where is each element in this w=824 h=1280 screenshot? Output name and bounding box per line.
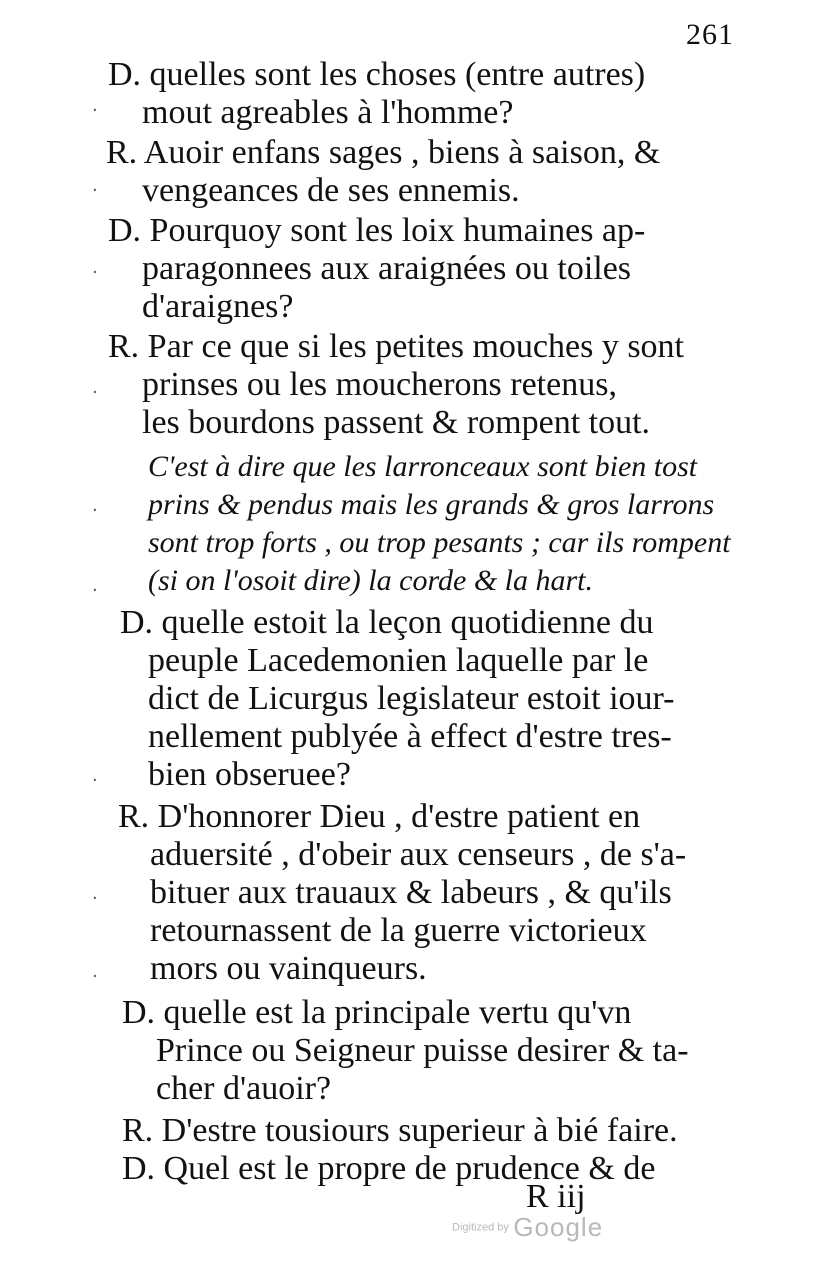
text-line: les bourdons passent & rompent tout. xyxy=(142,404,651,441)
margin-speck-icon: · xyxy=(92,580,98,601)
italic-gloss-line: sont trop forts , ou trop pesants ; car ils rompent xyxy=(148,526,731,559)
text-line: mors ou vainqueurs. xyxy=(150,950,427,987)
text-line: D. quelle estoit la leçon quotidienne du xyxy=(120,604,654,641)
text-line: nellement publyée à effect d'estre tres- xyxy=(148,718,672,755)
signature-mark xyxy=(108,1178,586,1216)
margin-speck-icon: · xyxy=(92,382,98,403)
page-number: 261 xyxy=(686,18,734,51)
text-line: bituer aux trauaux & labeurs , & qu'ils xyxy=(150,874,672,911)
italic-gloss-line: C'est à dire que les larronceaux sont bien tost xyxy=(148,450,698,483)
text-line: R. D'honnorer Dieu , d'estre patient en xyxy=(118,798,641,835)
margin-speck-icon: · xyxy=(92,966,98,987)
signature-text: R iij xyxy=(526,1178,586,1215)
text-line: vengeances de ses ennemis. xyxy=(142,172,520,209)
text-line: d'araignes? xyxy=(142,288,294,325)
margin-speck-icon: · xyxy=(92,888,98,909)
margin-speck-icon: · xyxy=(92,100,98,121)
italic-gloss-line: prins & pendus mais les grands & gros larrons xyxy=(148,488,715,521)
text-line: R. Auoir enfans sages , biens à saison, & xyxy=(106,134,661,171)
text-line: D. Pourquoy sont les loix humaines ap- xyxy=(108,212,646,249)
text-line: D. quelles sont les choses (entre autres) xyxy=(108,56,646,93)
margin-speck-icon: · xyxy=(92,180,98,201)
margin-speck-icon: · xyxy=(92,262,98,283)
margin-speck-icon: · xyxy=(92,500,98,521)
watermark-brand: Google xyxy=(513,1212,604,1242)
italic-gloss-line: (si on l'osoit dire) la corde & la hart. xyxy=(148,564,594,597)
text-line: prinses ou les moucherons retenus, xyxy=(142,366,617,403)
text-line: Prince ou Seigneur puisse desirer & ta- xyxy=(156,1032,689,1069)
text-line: cher d'auoir? xyxy=(156,1070,332,1107)
text-line: R. D'estre tousiours superieur à bié faire. xyxy=(122,1112,678,1149)
text-line: D. Quel est le propre de prudence & de xyxy=(122,1150,656,1187)
text-line: peuple Lacedemonien laquelle par le xyxy=(148,642,649,679)
text-line: paragonnees aux araignées ou toiles xyxy=(142,250,632,287)
digitized-watermark xyxy=(452,1212,603,1243)
text-line: mout agreables à l'homme? xyxy=(142,94,514,131)
text-line: retournassent de la guerre victorieux xyxy=(150,912,647,949)
margin-speck-icon: · xyxy=(92,770,98,791)
text-line: D. quelle est la principale vertu qu'vn xyxy=(122,994,632,1031)
text-line: aduersité , d'obeir aux censeurs , de s'a- xyxy=(150,836,687,873)
text-line: dict de Licurgus legislateur estoit iour- xyxy=(148,680,675,717)
watermark-prefix: Digitized by xyxy=(452,1221,509,1234)
text-line: bien obseruee? xyxy=(148,756,351,793)
text-line: R. Par ce que si les petites mouches y sont xyxy=(108,328,685,365)
